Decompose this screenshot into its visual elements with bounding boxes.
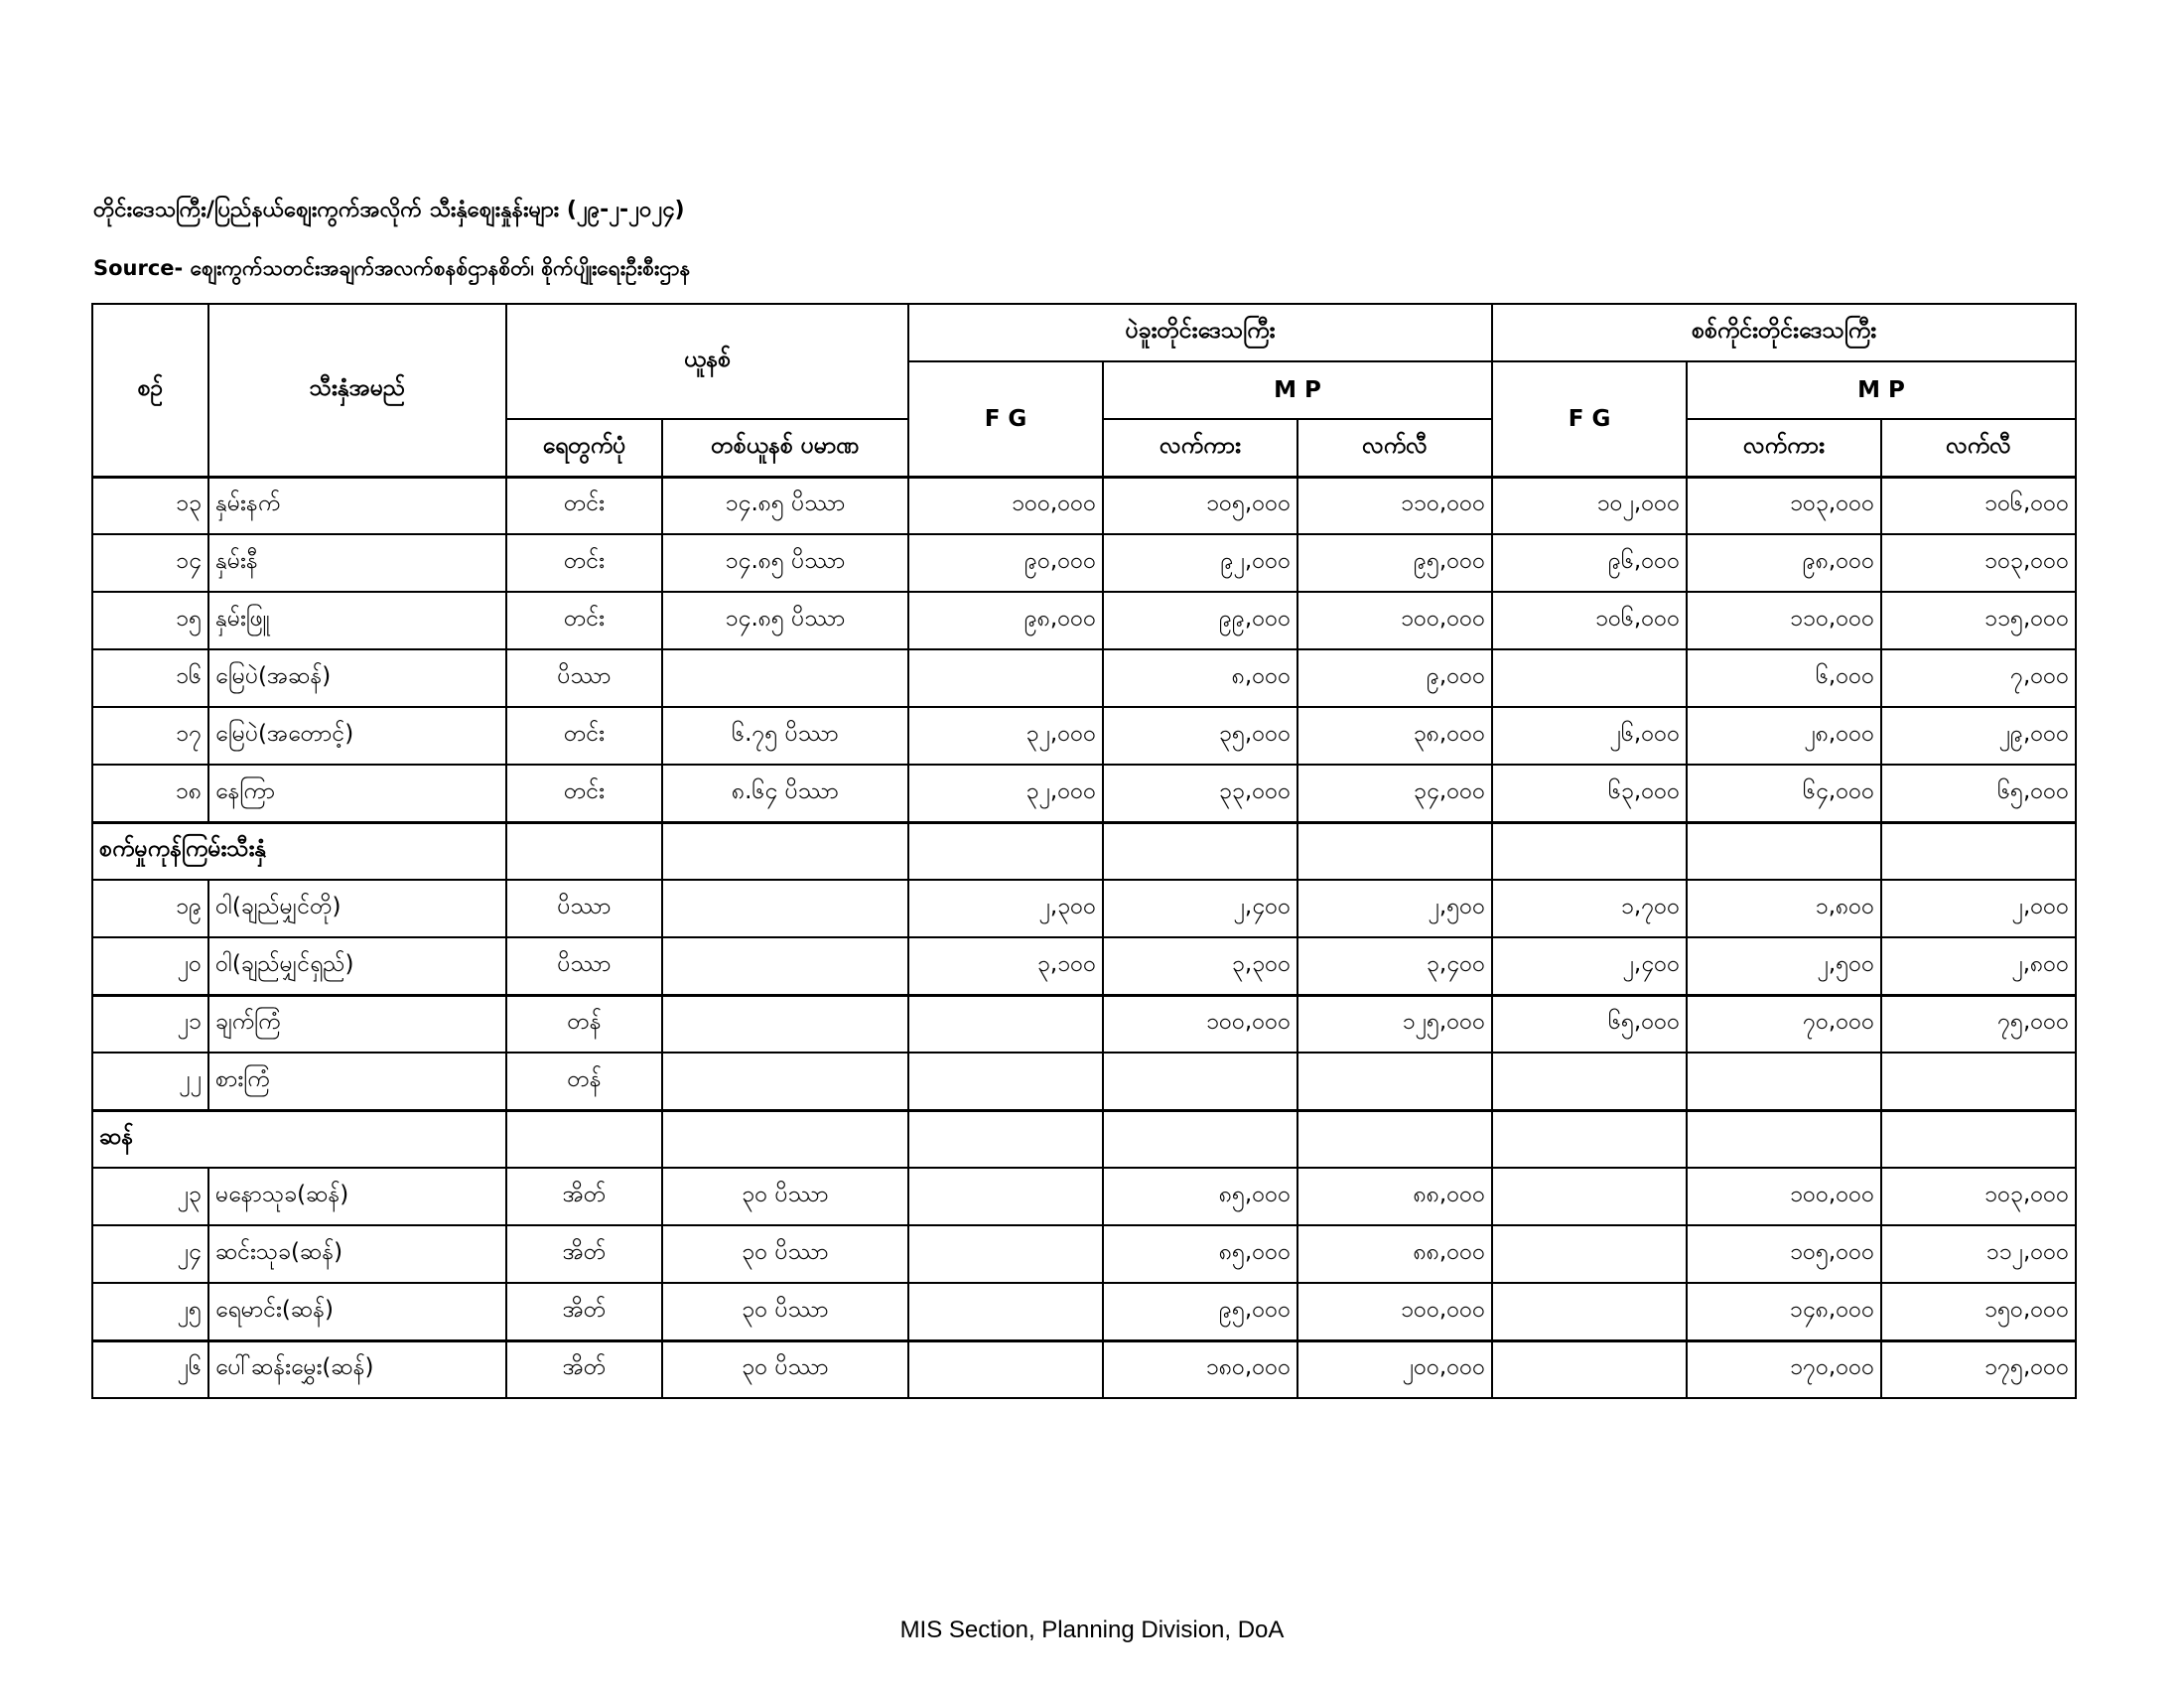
header-fg: F G bbox=[908, 361, 1103, 477]
price-cell: ၉၈,၀၀၀ bbox=[1687, 534, 1881, 592]
table-row bbox=[92, 1225, 2076, 1283]
price-cell: ၈၅,၀၀၀ bbox=[1103, 1168, 1297, 1225]
row-no: ၁၇ bbox=[92, 707, 208, 765]
price-cell: ၁၇၅,၀၀၀ bbox=[1881, 1340, 2076, 1398]
header-mp: M P bbox=[1103, 361, 1492, 419]
price-cell bbox=[908, 995, 1103, 1053]
price-cell: ၉၆,၀၀၀ bbox=[1492, 534, 1687, 592]
price-cell: ၁၀၃,၀၀၀ bbox=[1687, 477, 1881, 534]
unit-weight bbox=[662, 995, 908, 1053]
section-row bbox=[92, 822, 2076, 880]
price-table bbox=[91, 303, 2077, 1399]
price-cell bbox=[1492, 1283, 1687, 1340]
price-cell: ၉၈,၀၀၀ bbox=[908, 592, 1103, 649]
table-row bbox=[92, 937, 2076, 995]
price-cell: ၇၀,၀၀၀ bbox=[1687, 995, 1881, 1053]
unit-weight: ၃၀ ပိဿာ bbox=[662, 1340, 908, 1398]
price-cell: ၉,၀၀၀ bbox=[1297, 649, 1492, 707]
price-cell bbox=[1492, 1340, 1687, 1398]
unit: တင်း bbox=[506, 707, 662, 765]
header-fg: F G bbox=[1492, 361, 1687, 477]
price-cell: ၂,၄၀၀ bbox=[1103, 880, 1297, 937]
crop-name: ဝါ(ချည်မျှင်ရှည်) bbox=[208, 937, 506, 995]
price-cell: ၇,၀၀၀ bbox=[1881, 649, 2076, 707]
price-cell: ၃၈,၀၀၀ bbox=[1297, 707, 1492, 765]
price-cell bbox=[908, 1283, 1103, 1340]
price-cell: ၂၀၀,၀၀၀ bbox=[1297, 1340, 1492, 1398]
header-no: စဉ် bbox=[92, 304, 208, 477]
price-cell: ၁၇၀,၀၀၀ bbox=[1687, 1340, 1881, 1398]
price-cell: ၁၁၅,၀၀၀ bbox=[1881, 592, 2076, 649]
price-cell bbox=[1492, 1225, 1687, 1283]
price-cell bbox=[1103, 1053, 1297, 1110]
price-cell bbox=[908, 1225, 1103, 1283]
unit: တင်း bbox=[506, 534, 662, 592]
price-cell: ၁,၇၀၀ bbox=[1492, 880, 1687, 937]
price-cell: ၂၆,၀၀၀ bbox=[1492, 707, 1687, 765]
price-cell: ၂,၄၀၀ bbox=[1492, 937, 1687, 995]
row-no: ၂၁ bbox=[92, 995, 208, 1053]
unit: အိတ် bbox=[506, 1283, 662, 1340]
crop-name: ပေါ်ဆန်းမွှေး(ဆန်) bbox=[208, 1340, 506, 1398]
price-cell: ၁၀၀,၀၀၀ bbox=[1687, 1168, 1881, 1225]
price-cell: ၂၈,၀၀၀ bbox=[1687, 707, 1881, 765]
unit: အိတ် bbox=[506, 1340, 662, 1398]
header-region-sagaing: စစ်ကိုင်းတိုင်းဒေသကြီး bbox=[1492, 304, 2076, 361]
unit-weight bbox=[662, 649, 908, 707]
price-cell: ၁၂၅,၀၀၀ bbox=[1297, 995, 1492, 1053]
price-cell: ၆၃,၀၀၀ bbox=[1492, 765, 1687, 822]
row-no: ၁၈ bbox=[92, 765, 208, 822]
unit-weight: ၃၀ ပိဿာ bbox=[662, 1283, 908, 1340]
row-no: ၁၅ bbox=[92, 592, 208, 649]
unit-weight: ၆.၇၅ ပိဿာ bbox=[662, 707, 908, 765]
unit-weight bbox=[662, 937, 908, 995]
table-row bbox=[92, 995, 2076, 1053]
price-cell bbox=[1492, 1168, 1687, 1225]
price-cell: ၂,၃၀၀ bbox=[908, 880, 1103, 937]
unit-weight: ၁၄.၈၅ ပိဿာ bbox=[662, 592, 908, 649]
unit: ပိဿာ bbox=[506, 937, 662, 995]
unit: အိတ် bbox=[506, 1168, 662, 1225]
header-wholesale: လက်ကား bbox=[1687, 419, 1881, 477]
row-no: ၁၃ bbox=[92, 477, 208, 534]
price-cell: ၂,၅၀၀ bbox=[1687, 937, 1881, 995]
price-cell: ၂,၅၀၀ bbox=[1297, 880, 1492, 937]
table-row bbox=[92, 1053, 2076, 1110]
price-cell: ၂,၀၀၀ bbox=[1881, 880, 2076, 937]
header-mp: M P bbox=[1687, 361, 2076, 419]
table-row bbox=[92, 592, 2076, 649]
unit: ပိဿာ bbox=[506, 880, 662, 937]
price-cell: ၁,၈၀၀ bbox=[1687, 880, 1881, 937]
price-cell: ၈,၀၀၀ bbox=[1103, 649, 1297, 707]
price-cell: ၉၀,၀၀၀ bbox=[908, 534, 1103, 592]
price-cell bbox=[908, 1053, 1103, 1110]
table-row bbox=[92, 1340, 2076, 1398]
crop-name: မြေပဲ(အဆန်) bbox=[208, 649, 506, 707]
price-cell: ၁၀၀,၀၀၀ bbox=[1297, 592, 1492, 649]
page-title: တိုင်းဒေသကြီး/ပြည်နယ်စျေးကွက်အလိုက် သီးနှံစျေးနှုန်းများ (၂၉-၂-၂၀၂၄) bbox=[93, 198, 685, 222]
price-cell: ၃,၁၀၀ bbox=[908, 937, 1103, 995]
row-no: ၁၆ bbox=[92, 649, 208, 707]
price-cell: ၁၀၀,၀၀၀ bbox=[1297, 1283, 1492, 1340]
unit-weight: ၁၄.၈၅ ပိဿာ bbox=[662, 534, 908, 592]
price-cell: ၆၅,၀၀၀ bbox=[1881, 765, 2076, 822]
price-cell: ၉၉,၀၀၀ bbox=[1103, 592, 1297, 649]
unit-weight: ၁၄.၈၅ ပိဿာ bbox=[662, 477, 908, 534]
row-no: ၂၃ bbox=[92, 1168, 208, 1225]
price-cell: ၁၀၃,၀၀၀ bbox=[1881, 1168, 2076, 1225]
price-cell: ၂,၈၀၀ bbox=[1881, 937, 2076, 995]
row-no: ၂၅ bbox=[92, 1283, 208, 1340]
price-cell bbox=[1297, 1053, 1492, 1110]
unit: တန် bbox=[506, 995, 662, 1053]
row-no: ၁၄ bbox=[92, 534, 208, 592]
crop-name: နှမ်းနက် bbox=[208, 477, 506, 534]
price-cell bbox=[908, 1340, 1103, 1398]
table-row bbox=[92, 1168, 2076, 1225]
price-cell: ၃၃,၀၀၀ bbox=[1103, 765, 1297, 822]
row-no: ၂၄ bbox=[92, 1225, 208, 1283]
section-row bbox=[92, 1110, 2076, 1168]
price-cell: ၇၅,၀၀၀ bbox=[1881, 995, 2076, 1053]
crop-name: မြေပဲ(အတောင့်) bbox=[208, 707, 506, 765]
price-cell: ၉၅,၀၀၀ bbox=[1297, 534, 1492, 592]
price-cell bbox=[1881, 1053, 2076, 1110]
price-cell: ၆,၀၀၀ bbox=[1687, 649, 1881, 707]
table-row bbox=[92, 765, 2076, 822]
price-cell: ၉၂,၀၀၀ bbox=[1103, 534, 1297, 592]
header-unit: ရေတွက်ပုံ bbox=[506, 419, 662, 477]
unit-weight: ၃၀ ပိဿာ bbox=[662, 1168, 908, 1225]
price-cell: ၃,၄၀၀ bbox=[1297, 937, 1492, 995]
price-cell: ၁၁၀,၀၀၀ bbox=[1297, 477, 1492, 534]
price-cell: ၁၈၀,၀၀၀ bbox=[1103, 1340, 1297, 1398]
price-cell: ၁၀၆,၀၀၀ bbox=[1492, 592, 1687, 649]
table-row bbox=[92, 1283, 2076, 1340]
table-row bbox=[92, 649, 2076, 707]
table-row bbox=[92, 707, 2076, 765]
price-cell: ၁၀၂,၀၀၀ bbox=[1492, 477, 1687, 534]
price-cell: ၁၁၀,၀၀၀ bbox=[1687, 592, 1881, 649]
header-region-bago: ပဲခူးတိုင်းဒေသကြီး bbox=[908, 304, 1492, 361]
price-cell: ၃၄,၀၀၀ bbox=[1297, 765, 1492, 822]
price-cell: ၁၅၀,၀၀၀ bbox=[1881, 1283, 2076, 1340]
price-cell bbox=[908, 1168, 1103, 1225]
price-cell: ၁၄၈,၀၀၀ bbox=[1687, 1283, 1881, 1340]
unit: တန် bbox=[506, 1053, 662, 1110]
row-no: ၂၀ bbox=[92, 937, 208, 995]
header-retail: လက်လီ bbox=[1881, 419, 2076, 477]
unit: ပိဿာ bbox=[506, 649, 662, 707]
crop-name: မနော‌သုခ(ဆန်) bbox=[208, 1168, 506, 1225]
crop-name: နှမ်းနီ bbox=[208, 534, 506, 592]
price-cell: ၉၅,၀၀၀ bbox=[1103, 1283, 1297, 1340]
price-cell bbox=[908, 649, 1103, 707]
header-name: သီးနှံအမည် bbox=[208, 304, 506, 477]
price-cell: ၃၂,၀၀၀ bbox=[908, 707, 1103, 765]
crop-name: ချက်ကြံ bbox=[208, 995, 506, 1053]
unit-weight bbox=[662, 1053, 908, 1110]
price-cell: ၂၉,၀၀၀ bbox=[1881, 707, 2076, 765]
unit-weight: ၃၀ ပိဿာ bbox=[662, 1225, 908, 1283]
row-no: ၂၂ bbox=[92, 1053, 208, 1110]
price-cell: ၈၈,၀၀၀ bbox=[1297, 1168, 1492, 1225]
crop-name: ဆင်းသုခ(ဆန်) bbox=[208, 1225, 506, 1283]
price-cell bbox=[1492, 1053, 1687, 1110]
table-row bbox=[92, 534, 2076, 592]
price-cell: ၁၀၅,၀၀၀ bbox=[1687, 1225, 1881, 1283]
crop-name: နှမ်းဖြူ bbox=[208, 592, 506, 649]
unit: တင်း bbox=[506, 765, 662, 822]
price-cell: ၆၅,၀၀၀ bbox=[1492, 995, 1687, 1053]
crop-name: စားကြံ bbox=[208, 1053, 506, 1110]
header-unit-group: ယူနစ် bbox=[506, 304, 908, 419]
unit-weight: ၈.၆၄ ပိဿာ bbox=[662, 765, 908, 822]
price-cell: ၆၄,၀၀၀ bbox=[1687, 765, 1881, 822]
price-cell: ၃၂,၀၀၀ bbox=[908, 765, 1103, 822]
price-cell: ၃,၃၀၀ bbox=[1103, 937, 1297, 995]
unit: တင်း bbox=[506, 477, 662, 534]
row-no: ၁၉ bbox=[92, 880, 208, 937]
table-row bbox=[92, 880, 2076, 937]
price-cell: ၈၅,၀၀၀ bbox=[1103, 1225, 1297, 1283]
price-cell: ၁၀၃,၀၀၀ bbox=[1881, 534, 2076, 592]
price-cell bbox=[1492, 649, 1687, 707]
crop-name: နေကြာ bbox=[208, 765, 506, 822]
unit-weight bbox=[662, 880, 908, 937]
price-cell: ၃၅,၀၀၀ bbox=[1103, 707, 1297, 765]
unit: အိတ် bbox=[506, 1225, 662, 1283]
price-cell: ၈၈,၀၀၀ bbox=[1297, 1225, 1492, 1283]
crop-name: ရေမာင်း(ဆန်) bbox=[208, 1283, 506, 1340]
row-no: ၂၆ bbox=[92, 1340, 208, 1398]
page-footer: MIS Section, Planning Division, DoA bbox=[899, 1617, 1285, 1643]
price-cell: ၁၀၆,၀၀၀ bbox=[1881, 477, 2076, 534]
crop-name: ဝါ(ချည်မျှင်တို) bbox=[208, 880, 506, 937]
unit: တင်း bbox=[506, 592, 662, 649]
section-title-industrial: စက်မှုကုန်ကြမ်းသီးနှံ bbox=[92, 822, 506, 880]
price-cell: ၁၀၀,၀၀၀ bbox=[1103, 995, 1297, 1053]
section-title-rice: ဆန် bbox=[92, 1110, 506, 1168]
table-row bbox=[92, 477, 2076, 534]
header-wholesale: လက်ကား bbox=[1103, 419, 1297, 477]
price-cell: ၁၀၅,၀၀၀ bbox=[1103, 477, 1297, 534]
header-weight: တစ်ယူနစ် ပမာဏ bbox=[662, 419, 908, 477]
price-cell bbox=[1687, 1053, 1881, 1110]
price-cell: ၁၁၂,၀၀၀ bbox=[1881, 1225, 2076, 1283]
price-cell: ၁၀၀,၀၀၀ bbox=[908, 477, 1103, 534]
source-line: Source- စျေးကွက်သတင်းအချက်အလက်စနစ်ဌာနစိတ်၊ စိုက်ပျိုးရေးဦးစီးဌာန bbox=[93, 256, 691, 280]
header-retail: လက်လီ bbox=[1297, 419, 1492, 477]
